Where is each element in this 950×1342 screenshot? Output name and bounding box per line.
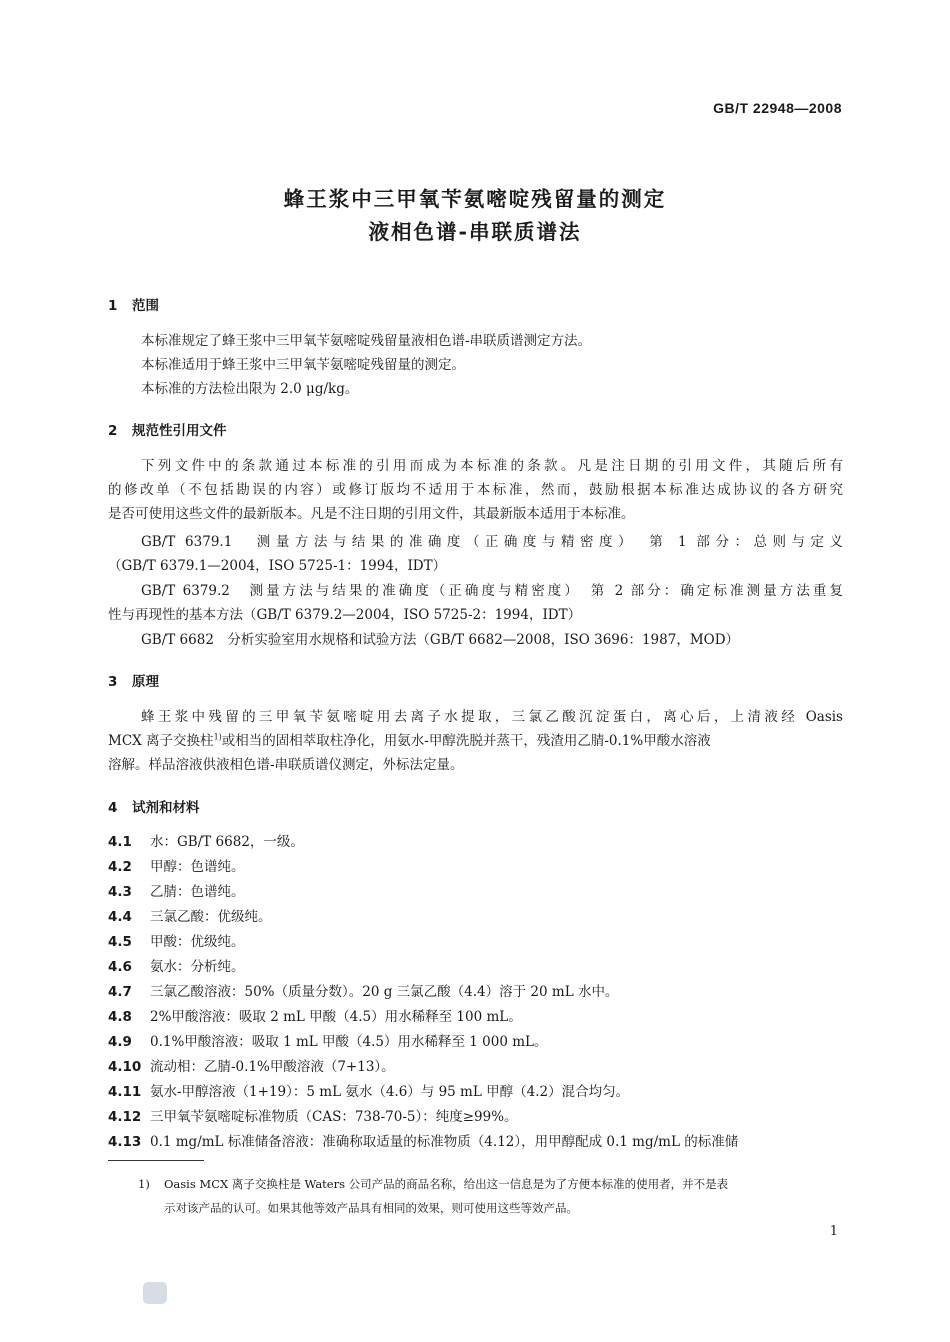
paragraph-line: GB/T 6682 分析实验室用水规格和试验方法（GB/T 6682—2008，ISO 3696：1987，MOD） <box>141 632 740 648</box>
section-4-heading <box>108 796 200 816</box>
reagent-item <box>108 905 848 929</box>
paragraph-line: 本标准规定了蜂王浆中三甲氧苄氨嘧啶残留量液相色谱-串联质谱测定方法。 <box>141 333 592 349</box>
item-text: 水：GB/T 6682，一级。 <box>150 834 304 850</box>
section-3-body <box>108 705 843 777</box>
paragraph-line: 蜂王浆中残留的三甲氧苄氨嘧啶用去离子水提取，三氯乙酸沉淀蛋白，离心后，上清液经 Oasis <box>141 709 843 725</box>
paragraph-line: （GB/T 6379.1—2004，ISO 5725-1：1994，IDT） <box>108 558 447 574</box>
paragraph-line: GB/T 6379.2 测量方法与结果的准确度（正确度与精密度） 第 2 部分：确定标准测量方法重复 <box>141 583 843 599</box>
paragraph-line: 性与再现性的基本方法（GB/T 6379.2—2004，ISO 5725-2：1994，IDT） <box>108 607 582 623</box>
item-number: 4.3 <box>108 884 132 900</box>
section-title: 规范性引用文件 <box>132 423 227 439</box>
paragraph-line: 溶解。样品溶液供液相色谱-串联质谱仪测定，外标法定量。 <box>108 757 464 773</box>
reagent-item <box>108 930 848 954</box>
section-title: 范围 <box>132 298 159 314</box>
item-number: 4.10 <box>108 1059 142 1075</box>
reagent-item <box>108 1130 848 1154</box>
section-2-intro <box>108 454 843 526</box>
footnote-number: 1) <box>138 1177 150 1191</box>
paragraph-line: 的修改单（不包括勘误的内容）或修订版均不适用于本标准，然而，鼓励根据本标准达成协议的各方研究 <box>108 482 843 498</box>
item-text: 甲酸：优级纯。 <box>150 934 245 950</box>
reagent-item <box>108 1080 848 1104</box>
item-text: 乙腈：色谱纯。 <box>150 884 245 900</box>
normative-reference-3 <box>108 628 843 652</box>
item-text: 甲醇：色谱纯。 <box>150 859 245 875</box>
publisher-logo-icon <box>143 1282 167 1304</box>
section-3-heading <box>108 670 159 690</box>
paragraph-line: 本标准的方法检出限为 2.0 μg/kg。 <box>141 381 359 397</box>
document-title-line2: 液相色谱-串联质谱法 <box>368 220 582 244</box>
section-number: 3 <box>108 674 118 690</box>
section-number: 2 <box>108 423 118 439</box>
reagent-item <box>108 855 848 879</box>
item-number: 4.7 <box>108 984 132 1000</box>
item-number: 4.4 <box>108 909 132 925</box>
section-1-heading <box>108 294 159 314</box>
reagent-item <box>108 1030 848 1054</box>
item-number: 4.5 <box>108 934 132 950</box>
document-title-line1: 蜂王浆中三甲氧苄氨嘧啶残留量的测定 <box>283 187 667 211</box>
section-2-heading <box>108 419 227 439</box>
item-number: 4.2 <box>108 859 132 875</box>
reagent-item <box>108 980 848 1004</box>
reagent-item <box>108 880 848 904</box>
item-number: 4.11 <box>108 1084 142 1100</box>
paragraph-line: 下列文件中的条款通过本标准的引用而成为本标准的条款。凡是注日期的引用文件，其随后所有 <box>141 458 843 474</box>
line-text: 或相当的固相萃取柱净化，用氨水-甲醇洗脱并蒸干，残渣用乙腈-0.1%甲酸水溶液 <box>221 733 711 749</box>
page-number: 1 <box>829 1224 838 1239</box>
item-number: 4.12 <box>108 1109 142 1125</box>
item-text: 三甲氧苄氨嘧啶标准物质（CAS：738-70-5）：纯度≥99%。 <box>150 1109 518 1125</box>
section-1-body <box>108 329 843 401</box>
paragraph-line: 本标准适用于蜂王浆中三甲氧苄氨嘧啶残留量的测定。 <box>141 357 465 373</box>
item-text: 三氯乙酸溶液：50%（质量分数）。20 g 三氯乙酸（4.4）溶于 20 mL 水中。 <box>150 984 619 1000</box>
reagent-item <box>108 1005 848 1029</box>
item-text: 氨水-甲醇溶液（1+19）：5 mL 氨水（4.6）与 95 mL 甲醇（4.2）混合均匀。 <box>150 1084 630 1100</box>
normative-reference-2 <box>108 579 843 627</box>
item-text: 氨水：分析纯。 <box>150 959 245 975</box>
section-title: 试剂和材料 <box>132 800 200 816</box>
item-number: 4.13 <box>108 1134 142 1150</box>
item-text: 2%甲酸溶液：吸取 2 mL 甲酸（4.5）用水稀释至 100 mL。 <box>150 1009 522 1025</box>
item-number: 4.9 <box>108 1034 132 1050</box>
reagent-item <box>108 1055 848 1079</box>
reagent-item <box>108 1105 848 1129</box>
item-text: 0.1%甲酸溶液：吸取 1 mL 甲酸（4.5）用水稀释至 1 000 mL。 <box>150 1034 548 1050</box>
footnote-line: Oasis MCX 离子交换柱是 Waters 公司产品的商品名称，给出这一信息是为了方便本标准的使用者，并不是表 <box>164 1177 729 1191</box>
section-number: 4 <box>108 800 118 816</box>
paragraph-line-with-footnote <box>108 729 843 753</box>
section-number: 1 <box>108 298 118 314</box>
paragraph-line: 是否可使用这些文件的最新版本。凡是不注日期的引用文件，其最新版本适用于本标准。 <box>108 506 635 522</box>
footnote-marker[interactable]: 1) <box>213 732 222 742</box>
line-text: MCX 离子交换柱 <box>108 733 214 749</box>
item-number: 4.1 <box>108 834 132 850</box>
paragraph-line: GB/T 6379.1 测量方法与结果的准确度（正确度与精密度） 第 1 部分：总则与定义 <box>141 534 843 550</box>
footnote-line: 示对该产品的认可。如果其他等效产品具有相同的效果，则可使用这些等效产品。 <box>164 1201 578 1215</box>
item-text: 0.1 mg/mL 标准储备溶液：准确称取适量的标准物质（4.12），用甲醇配成 0.1 mg/mL 的标准储 <box>150 1134 739 1150</box>
footnote <box>138 1172 843 1220</box>
standard-code: GB/T 22948—2008 <box>713 100 842 116</box>
item-text: 三氯乙酸：优级纯。 <box>150 909 272 925</box>
reagent-item <box>108 955 848 979</box>
section-title: 原理 <box>132 674 159 690</box>
reagent-item <box>108 830 848 854</box>
item-number: 4.8 <box>108 1009 132 1025</box>
normative-reference-1 <box>108 530 843 578</box>
footnote-divider <box>108 1160 204 1161</box>
item-text: 流动相：乙腈-0.1%甲酸溶液（7+13）。 <box>150 1059 395 1075</box>
item-number: 4.6 <box>108 959 132 975</box>
